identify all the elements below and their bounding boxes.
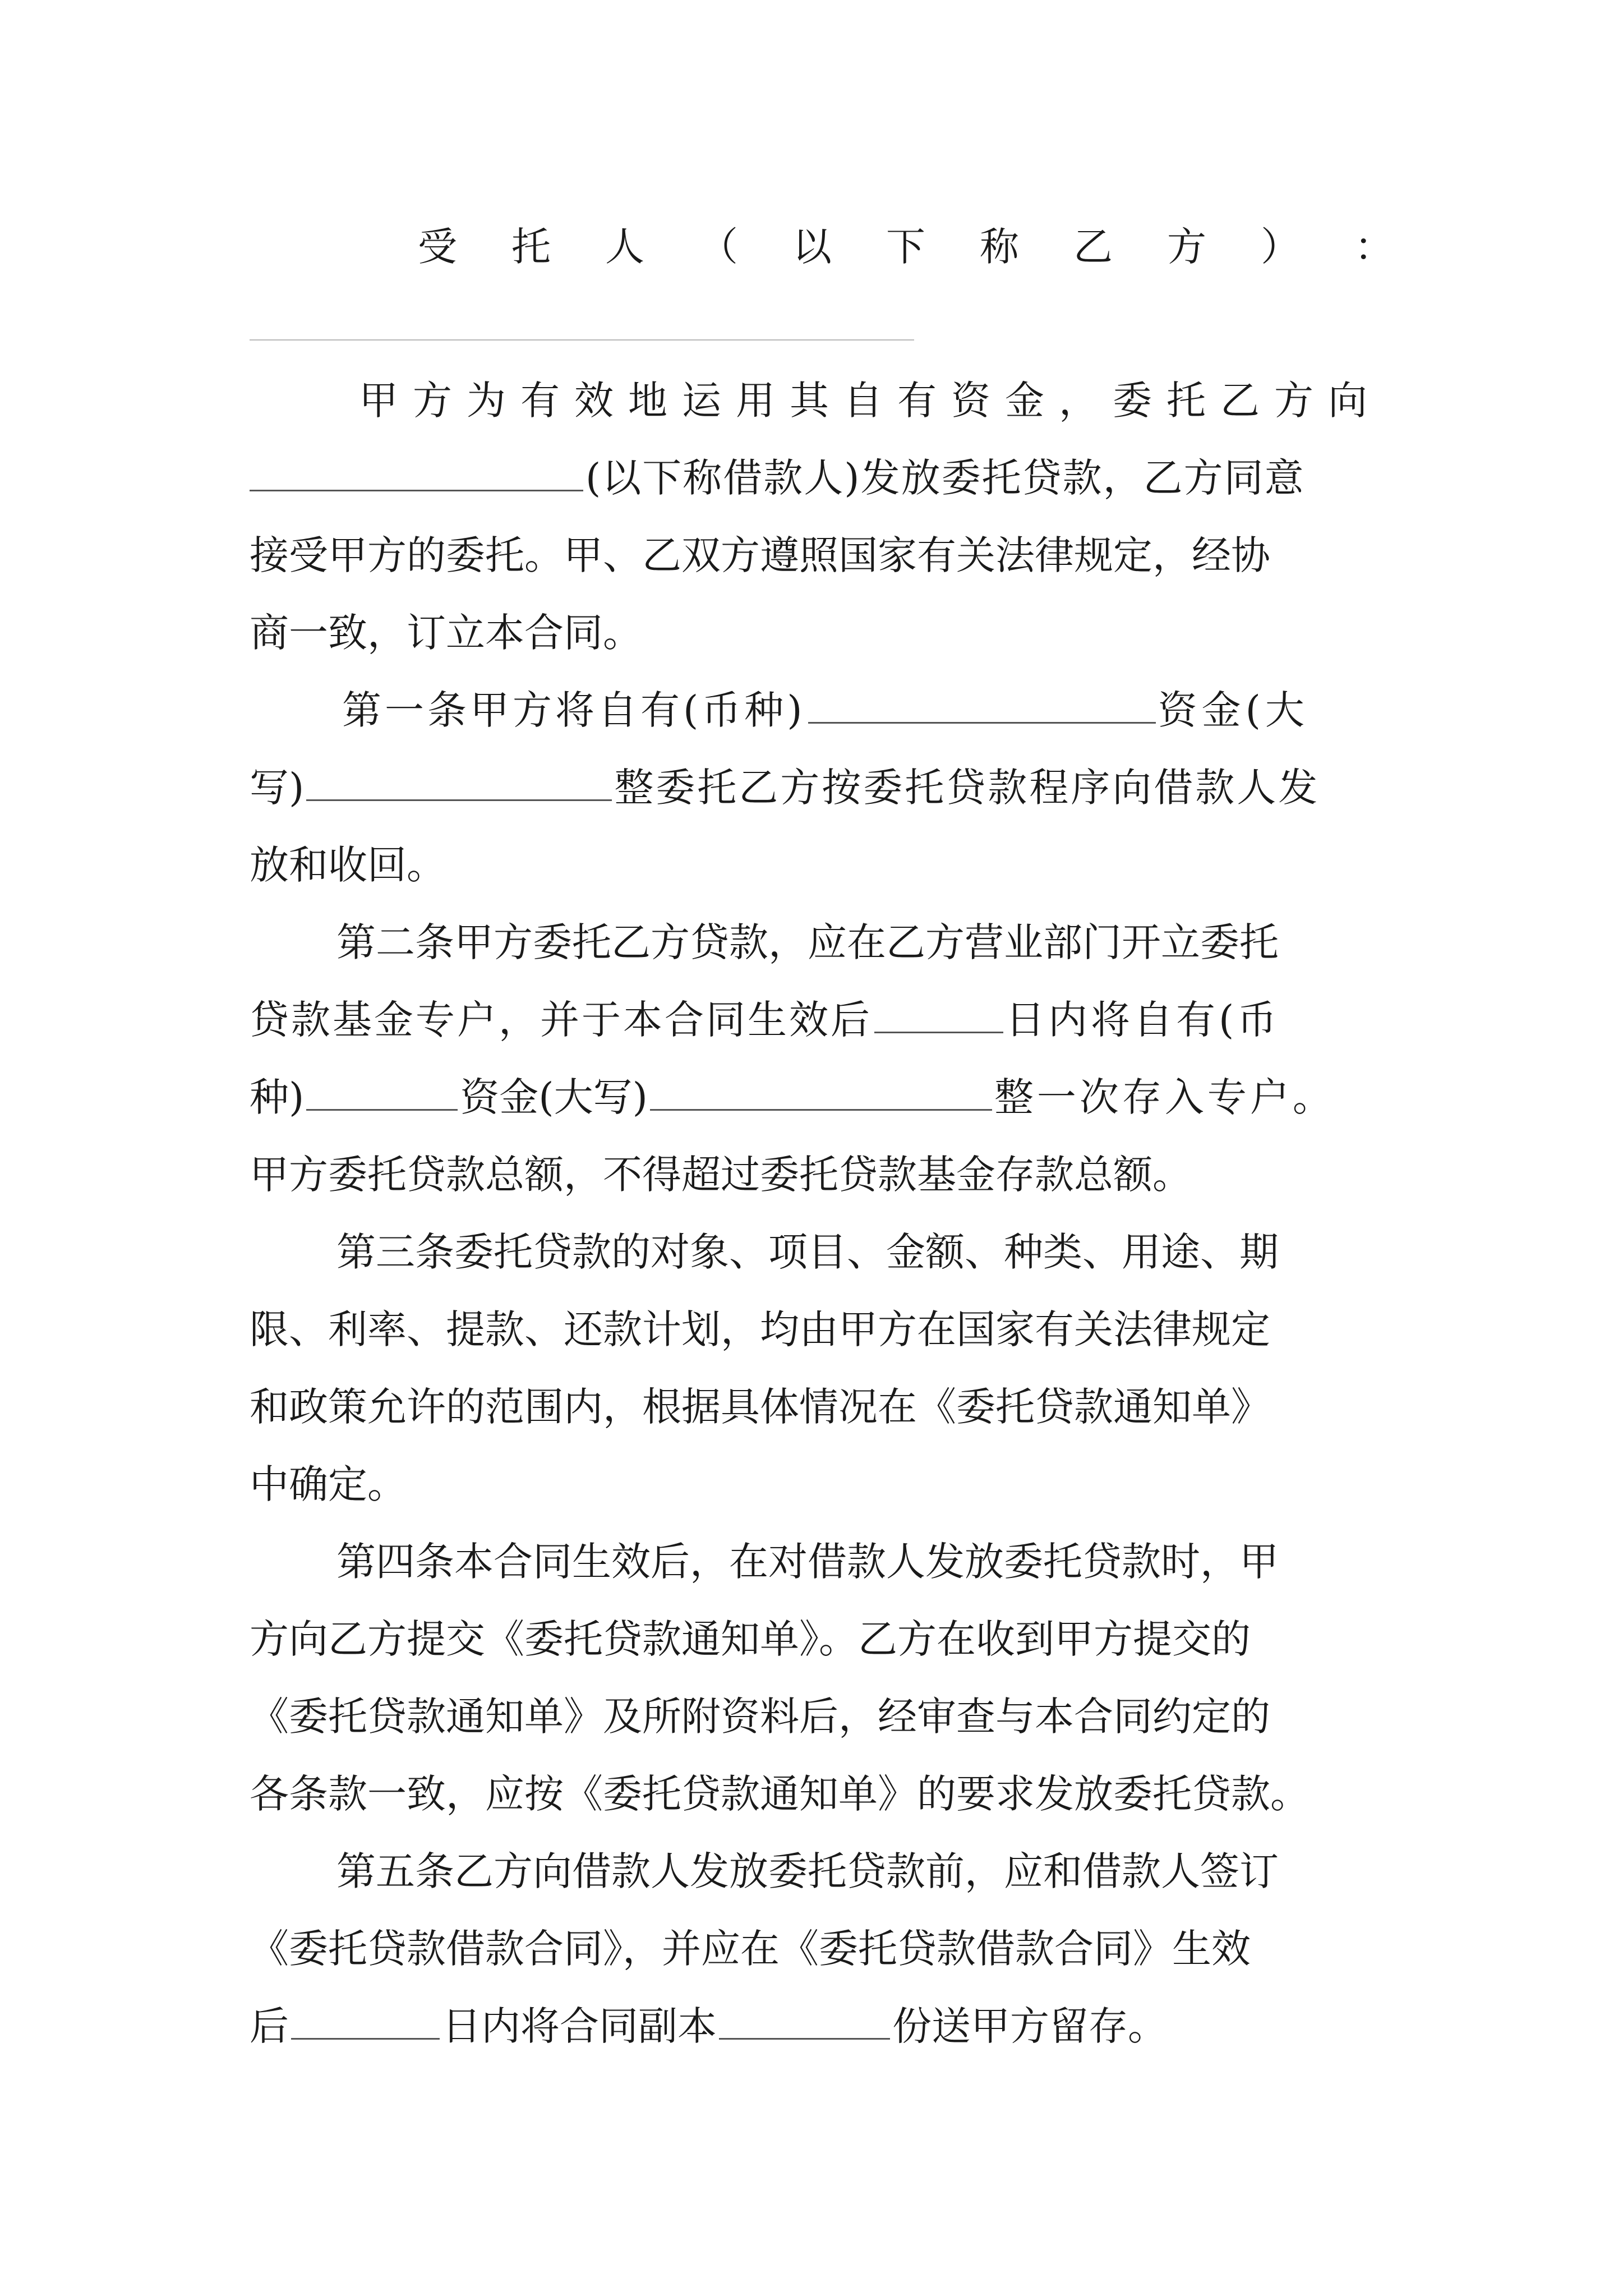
text: 份送甲方留存。 <box>892 2003 1167 2049</box>
text: 日内将合同副本 <box>442 2003 717 2049</box>
text: 放和收回。 <box>250 842 446 888</box>
header-char: 托 <box>511 224 551 270</box>
art4-line-3 <box>250 1678 1377 1755</box>
text: 第二条甲方委托乙方贷款，应在乙方营业部门开立委托 <box>336 919 1279 965</box>
intro-line-2 <box>250 439 1377 517</box>
art5-line-2 <box>250 1910 1377 1987</box>
art5-line-3 <box>250 1987 1377 2065</box>
art2-line-3 <box>250 1059 1377 1136</box>
intro-line-3 <box>250 517 1377 594</box>
header-char: 乙 <box>1073 224 1113 270</box>
header-char: 称 <box>980 224 1019 270</box>
text: 写) <box>250 765 305 811</box>
art1-line-2 <box>250 749 1377 826</box>
text: 后 <box>250 2003 289 2049</box>
header-char: 人 <box>605 224 644 270</box>
text: 各条款一致，应按《委托贷款通知单》的要求发放委托贷款。 <box>250 1771 1310 1817</box>
borrower-blank <box>250 457 583 491</box>
text: 资金(大 <box>1158 687 1309 733</box>
text: 《委托贷款通知单》及所附资料后，经审查与本合同约定的 <box>250 1694 1270 1740</box>
intro-line-1 <box>250 362 1382 439</box>
text: 第三条委托贷款的对象、项目、金额、种类、用途、期 <box>336 1229 1279 1275</box>
header-char: ） <box>1261 224 1300 270</box>
header-char: 受 <box>418 224 457 270</box>
copies-blank <box>719 2005 890 2040</box>
text: 第一条甲方将自有(币种) <box>342 687 806 733</box>
amount-words-blank <box>650 1076 992 1111</box>
text: 种) <box>250 1074 305 1120</box>
header-char: 方 <box>1167 224 1206 270</box>
text: 第四条本合同生效后，在对借款人发放委托贷款时，甲 <box>336 1539 1279 1585</box>
art4-line-2 <box>250 1600 1377 1678</box>
text: 日内将自有(币 <box>1006 997 1280 1043</box>
art3-line-2 <box>250 1291 1377 1368</box>
trustee-header <box>418 219 1394 275</box>
text: 方向乙方提交《委托贷款通知单》。乙方在收到甲方提交的 <box>250 1616 1251 1662</box>
text: 整一次存入专户。 <box>994 1074 1335 1120</box>
text: 接受甲方的委托。甲、乙双方遵照国家有关法律规定，经协 <box>250 532 1270 578</box>
text: (以下称借款人)发放委托贷款，乙方同意 <box>585 455 1305 501</box>
text: 第五条乙方向借款人发放委托贷款前，应和借款人签订 <box>336 1848 1279 1894</box>
text: 资金(大写) <box>460 1074 648 1120</box>
art2-line-1 <box>250 904 1377 981</box>
text: 贷款基金专户，并于本合同生效后 <box>250 997 872 1043</box>
currency-blank <box>306 1076 458 1111</box>
art2-line-2 <box>250 981 1377 1059</box>
text: 商一致，订立本合同。 <box>250 610 642 656</box>
art1-line-1 <box>250 671 1377 749</box>
header-char: ： <box>1354 224 1394 270</box>
amount-words-blank <box>306 767 612 801</box>
text: 中确定。 <box>250 1461 407 1507</box>
text: 限、利率、提款、还款计划，均由甲方在国家有关法律规定 <box>250 1306 1270 1352</box>
art1-line-3 <box>250 826 1377 904</box>
art2-line-4 <box>250 1136 1377 1213</box>
art3-line-4 <box>250 1446 1377 1523</box>
text: 《委托贷款借款合同》，并应在《委托贷款借款合同》生效 <box>250 1926 1251 1972</box>
text: 甲方委托贷款总额，不得超过委托贷款基金存款总额。 <box>250 1152 1192 1198</box>
intro-line-4 <box>250 594 1377 671</box>
art4-line-1 <box>250 1523 1377 1600</box>
header-char: 以 <box>792 224 832 270</box>
text: 和政策允许的范围内，根据具体情况在《委托贷款通知单》 <box>250 1384 1270 1430</box>
text: 甲方为有效地运用其自有资金，委托乙方向 <box>359 378 1382 424</box>
art3-line-1 <box>250 1213 1377 1291</box>
art3-line-3 <box>250 1368 1377 1446</box>
header-char: （ <box>699 224 738 270</box>
contract-body <box>250 362 1382 2065</box>
currency-blank <box>808 689 1156 724</box>
art4-line-4 <box>250 1755 1377 1833</box>
text: 整委托乙方按委托贷款程序向借款人发 <box>614 765 1320 811</box>
days-blank <box>291 2005 440 2040</box>
days-blank <box>874 999 1003 1033</box>
art5-line-1 <box>250 1833 1377 1910</box>
header-char: 下 <box>886 224 925 270</box>
trustee-name-blank <box>250 339 914 341</box>
